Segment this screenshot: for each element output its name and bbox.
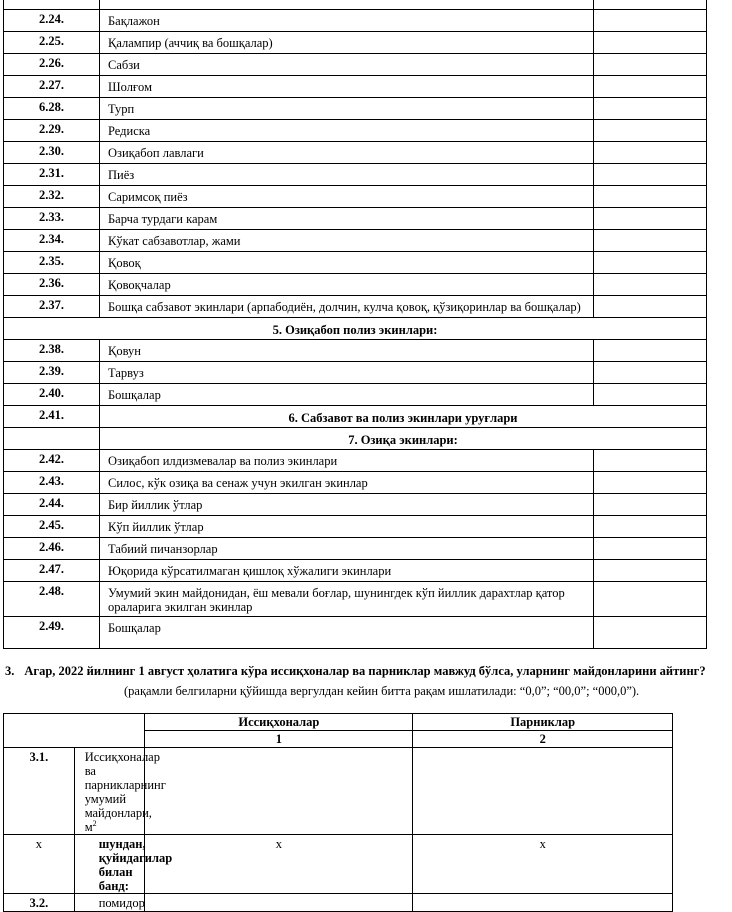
- table-row: [4, 164, 707, 186]
- value-input[interactable]: [594, 362, 707, 384]
- question-text: Агар, 2022 йилнинг 1 август ҳолатига кўра иссиқхоналар ва парниклар мавжуд бўлса, уларнинг майдонларини айтинг?: [24, 664, 706, 678]
- row-number: 2.36.: [4, 274, 100, 296]
- row-label: Тарвуз: [100, 362, 594, 384]
- value-input[interactable]: [594, 560, 707, 582]
- section-5-title: 5. Озиқабоп полиз экинлари:: [4, 318, 707, 340]
- name-cell: [100, 0, 594, 10]
- section-6-row: [4, 406, 707, 428]
- table-row: [4, 560, 707, 582]
- row-number: 2.27.: [4, 76, 100, 98]
- row-label: Кўкат сабзавотлар, жами: [100, 230, 594, 252]
- header-row: [4, 714, 673, 731]
- row-number: 2.38.: [4, 340, 100, 362]
- table-row: [4, 494, 707, 516]
- row-label: Шолғом: [100, 76, 594, 98]
- table-row: [4, 208, 707, 230]
- row-label: помидор: [74, 894, 145, 912]
- greenhouses-value: х: [145, 835, 413, 894]
- row-label: Қовун: [100, 340, 594, 362]
- greenhouse-table: [3, 713, 673, 912]
- table-row: [4, 142, 707, 164]
- row-number: 2.32.: [4, 186, 100, 208]
- row-label: Силос, кўк озиқа ва сенаж учун экилган экинлар: [100, 472, 594, 494]
- row-label: Қалампир (аччиқ ва бошқалар): [100, 32, 594, 54]
- col-number-1: 1: [145, 731, 413, 748]
- unit-superscript: 2: [92, 818, 97, 828]
- hotbeds-value-input[interactable]: [413, 894, 673, 912]
- value-input[interactable]: [594, 32, 707, 54]
- row-label: Умумий экин майдонидан, ёш мевали боғлар, шунингдек кўп йиллик дарахтлар қатор ораларига экилган экинлар: [100, 582, 594, 617]
- value-input[interactable]: [594, 384, 707, 406]
- col-header-greenhouses: Иссиқхоналар: [145, 714, 413, 731]
- row-label: Озиқабоп илдизмевалар ва полиз экинлари: [100, 450, 594, 472]
- value-input[interactable]: [594, 340, 707, 362]
- table-row: [4, 230, 707, 252]
- value-input[interactable]: [594, 617, 707, 649]
- row-number: 2.33.: [4, 208, 100, 230]
- question-3: [5, 663, 732, 679]
- row-label: Қовоқ: [100, 252, 594, 274]
- value-input[interactable]: [594, 208, 707, 230]
- header-blank: [4, 714, 145, 748]
- value-input[interactable]: [594, 472, 707, 494]
- table-row: [4, 538, 707, 560]
- table-row: [4, 835, 673, 894]
- row-number: 2.25.: [4, 32, 100, 54]
- table-row: [4, 10, 707, 32]
- table-row: [4, 296, 707, 318]
- table-row: [4, 98, 707, 120]
- value-input[interactable]: [594, 538, 707, 560]
- row-number: 2.34.: [4, 230, 100, 252]
- hotbeds-value: х: [413, 835, 673, 894]
- row-number: 2.26.: [4, 54, 100, 76]
- value-input[interactable]: [594, 274, 707, 296]
- row-label: Бошқалар: [100, 384, 594, 406]
- row-number: 2.44.: [4, 494, 100, 516]
- crops-table: [3, 0, 707, 649]
- table-row: [4, 120, 707, 142]
- greenhouses-value-input[interactable]: [145, 894, 413, 912]
- row-label: Кўп йиллик ўтлар: [100, 516, 594, 538]
- value-input[interactable]: [594, 450, 707, 472]
- row-number: 2.30.: [4, 142, 100, 164]
- value-input[interactable]: [594, 142, 707, 164]
- row-number: 2.47.: [4, 560, 100, 582]
- question-hint: (рақамли белгиларни қўйишда вергулдан кейин битта рақам ишлатилади: “0,0”; “00,0”; “000,0”).: [124, 684, 640, 698]
- value-input[interactable]: [594, 582, 707, 617]
- row-number: 3.1.: [4, 748, 75, 835]
- row-number: 3.2.: [4, 894, 75, 912]
- table-row: [4, 274, 707, 296]
- row-label: Юқорида кўрсатилмаган қишлоқ хўжалиги экинлари: [100, 560, 594, 582]
- row-number: 2.31.: [4, 164, 100, 186]
- row-label-text: Иссиқхоналар ва парникларнинг умумий майдонлари, м: [84, 750, 166, 834]
- col-header-hotbeds: Парниклар: [413, 714, 673, 731]
- value-input[interactable]: [594, 230, 707, 252]
- table-row: [4, 516, 707, 538]
- value-input[interactable]: [594, 98, 707, 120]
- value-input[interactable]: [594, 54, 707, 76]
- row-number: 2.43.: [4, 472, 100, 494]
- row-number: 2.49.: [4, 617, 100, 649]
- value-input[interactable]: [594, 76, 707, 98]
- row-number: 2.40.: [4, 384, 100, 406]
- table-row: [4, 54, 707, 76]
- table-row: [4, 582, 707, 617]
- table-row: [4, 340, 707, 362]
- value-input[interactable]: [594, 120, 707, 142]
- table-row: [4, 450, 707, 472]
- table-row: [4, 748, 673, 835]
- row-number: 2.46.: [4, 538, 100, 560]
- row-label: Қовоқчалар: [100, 274, 594, 296]
- value-input[interactable]: [594, 164, 707, 186]
- value-cell[interactable]: [594, 0, 707, 10]
- row-number: 2.42.: [4, 450, 100, 472]
- table-row: [4, 894, 673, 912]
- question-number: 3.: [5, 664, 15, 678]
- row-number: 2.29.: [4, 120, 100, 142]
- section-5-header: [4, 318, 707, 340]
- row-number: 2.37.: [4, 296, 100, 318]
- table-row: [4, 252, 707, 274]
- row-label: Бошқалар: [100, 617, 594, 649]
- row-number: [4, 428, 100, 450]
- value-input[interactable]: [594, 494, 707, 516]
- row-number: 2.39.: [4, 362, 100, 384]
- num-cell: [4, 0, 100, 10]
- section-7-title: 7. Озиқа экинлари:: [100, 428, 707, 450]
- row-label: Редиска: [100, 120, 594, 142]
- row-label: шундан, қуйидагилар билан банд:: [74, 835, 145, 894]
- section-6-title: 6. Сабзавот ва полиз экинлари уруғлари: [100, 406, 707, 428]
- value-input[interactable]: [594, 10, 707, 32]
- table-row: [4, 384, 707, 406]
- row-label: [74, 748, 166, 835]
- row-label: Бақлажон: [100, 10, 594, 32]
- row-number: 2.45.: [4, 516, 100, 538]
- row-number: 2.48.: [4, 582, 100, 617]
- table-row-top-edge: [4, 0, 707, 10]
- hotbeds-value-input[interactable]: [413, 748, 673, 835]
- table-row: [4, 76, 707, 98]
- row-number: 6.28.: [4, 98, 100, 120]
- value-input[interactable]: [594, 516, 707, 538]
- col-number-2: 2: [413, 731, 673, 748]
- row-label: Саримсоқ пиёз: [100, 186, 594, 208]
- table-row: [4, 617, 707, 649]
- row-number: 2.24.: [4, 10, 100, 32]
- row-label: Сабзи: [100, 54, 594, 76]
- row-number: х: [4, 835, 75, 894]
- greenhouses-value-input[interactable]: [145, 748, 413, 835]
- row-label: Бошқа сабзавот экинлари (арпабодиён, долчин, кулча қовоқ, қўзиқоринлар ва бошқалар): [100, 296, 594, 318]
- row-label: Турп: [100, 98, 594, 120]
- row-label: Барча турдаги карам: [100, 208, 594, 230]
- table-row: [4, 362, 707, 384]
- value-input[interactable]: [594, 186, 707, 208]
- table-row: [4, 472, 707, 494]
- row-number: 2.35.: [4, 252, 100, 274]
- value-input[interactable]: [594, 252, 707, 274]
- row-number: 2.41.: [4, 406, 100, 428]
- value-input[interactable]: [594, 296, 707, 318]
- row-label: Бир йиллик ўтлар: [100, 494, 594, 516]
- row-label: Озиқабоп лавлаги: [100, 142, 594, 164]
- row-label: Пиёз: [100, 164, 594, 186]
- row-label: Табиий пичанзорлар: [100, 538, 594, 560]
- table-row: [4, 32, 707, 54]
- table-row: [4, 186, 707, 208]
- section-7-header: [4, 428, 707, 450]
